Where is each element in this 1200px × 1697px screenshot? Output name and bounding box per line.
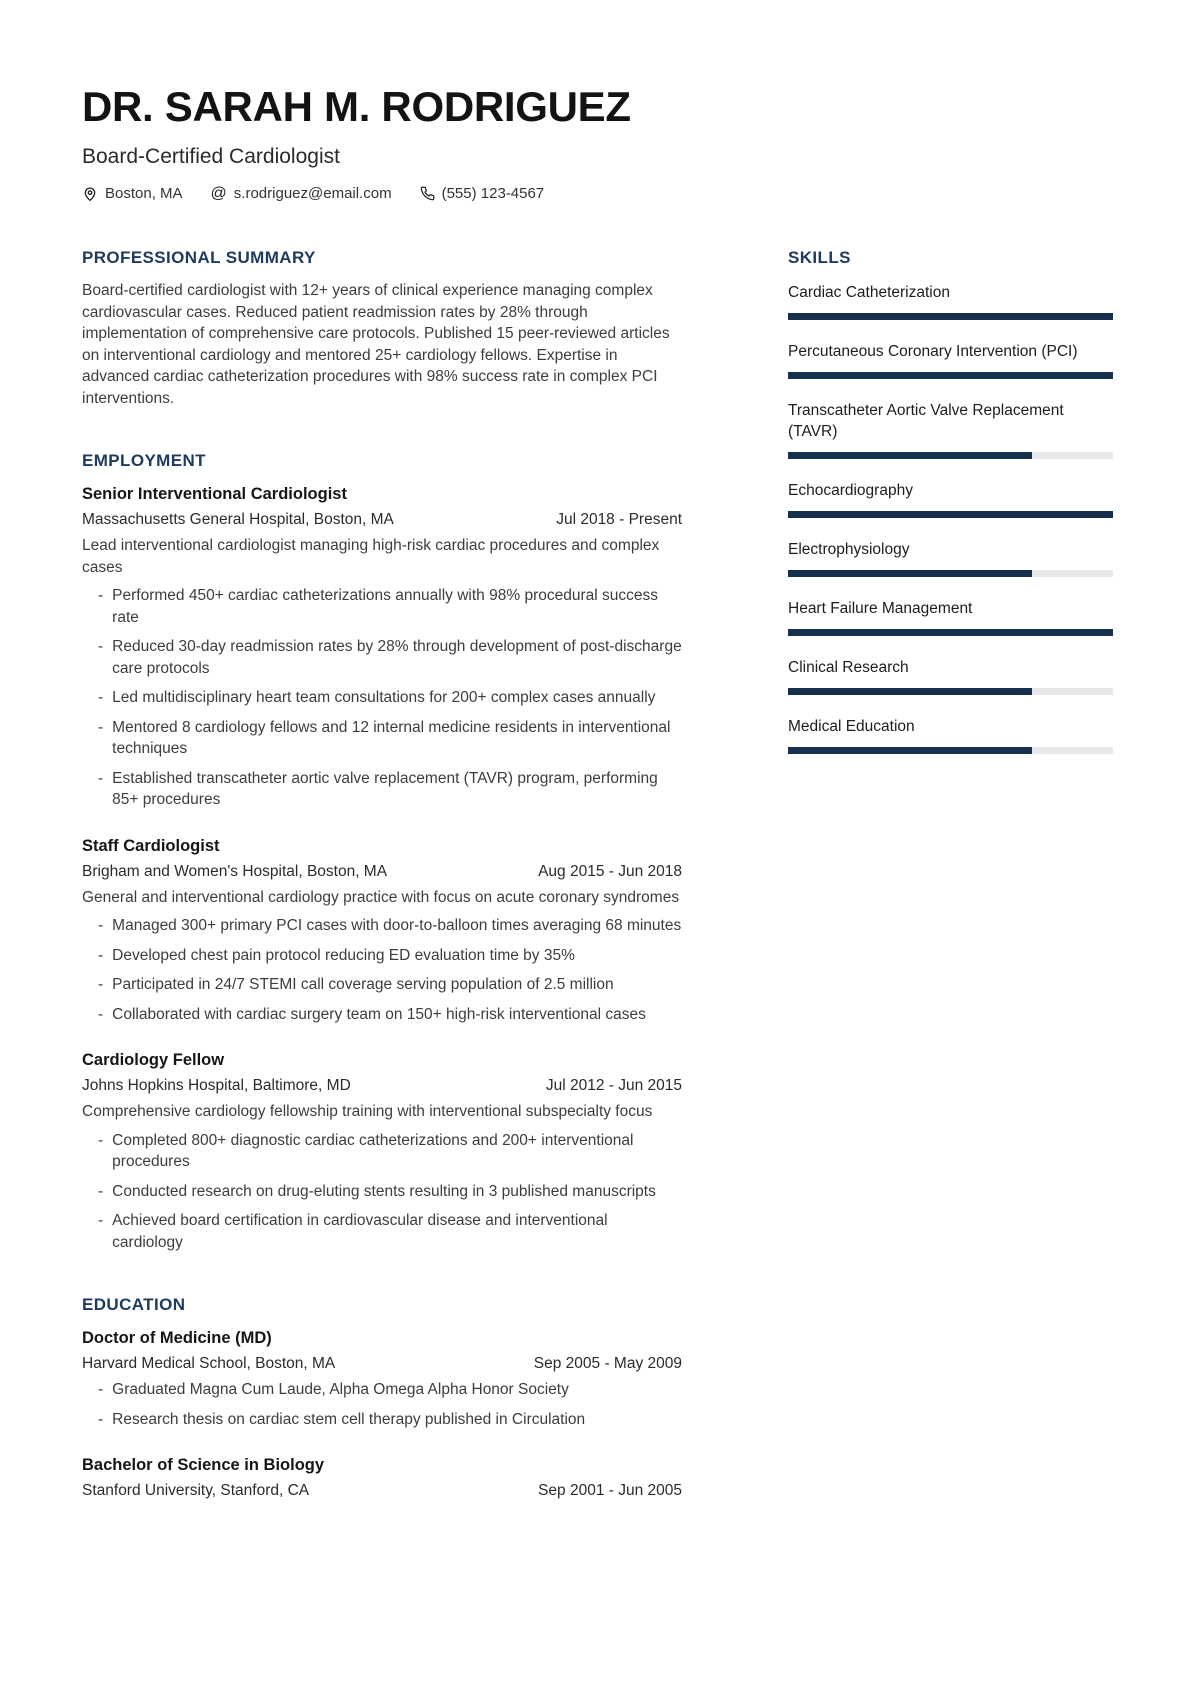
job-org-row xyxy=(82,1077,682,1095)
bullet-dash: - xyxy=(98,1005,104,1023)
bullet-text: Participated in 24/7 STEMI call coverage serving population of 2.5 million xyxy=(112,976,614,994)
bullet-text: Graduated Magna Cum Laude, Alpha Omega Alpha Honor Society xyxy=(112,1381,569,1399)
bullet-item xyxy=(98,945,682,967)
bullet-item xyxy=(98,1210,682,1253)
bullet-dash: - xyxy=(98,718,104,736)
contact-email-text: s.rodriguez@email.com xyxy=(233,185,392,203)
phone-icon xyxy=(420,186,435,201)
skills-section xyxy=(788,248,1113,754)
bullet-item xyxy=(98,1130,682,1173)
bullet-text: Developed chest pain protocol reducing ED evaluation time by 35% xyxy=(112,946,575,964)
degree-school: Harvard Medical School, Boston, MA xyxy=(82,1355,336,1373)
job-entry xyxy=(82,1051,682,1253)
skills-sidebar xyxy=(788,248,1113,1506)
bullet-dash: - xyxy=(98,917,104,935)
skill-item xyxy=(788,539,1113,577)
degree-org-row xyxy=(82,1482,682,1500)
bullet-item xyxy=(98,768,682,811)
skill-item xyxy=(788,716,1113,754)
skill-progress-fill xyxy=(788,313,1113,320)
skill-name: Heart Failure Management xyxy=(788,600,973,618)
skill-item xyxy=(788,480,1113,518)
skill-progress-track xyxy=(788,570,1113,577)
bullet-item xyxy=(98,974,682,996)
skill-name: Cardiac Catheterization xyxy=(788,284,950,302)
section-heading-employment: EMPLOYMENT xyxy=(82,451,206,471)
degree-dates: Sep 2001 - Jun 2005 xyxy=(538,1482,682,1500)
job-summary: Comprehensive cardiology fellowship training with interventional subspecialty focus xyxy=(82,1103,653,1121)
skill-name: Electrophysiology xyxy=(788,541,910,559)
section-heading-summary: PROFESSIONAL SUMMARY xyxy=(82,248,316,268)
bullet-text: Achieved board certification in cardiovascular disease and interventional cardiology xyxy=(112,1212,608,1251)
bullet-text: Collaborated with cardiac surgery team on 150+ high-risk interventional cases xyxy=(112,1005,646,1023)
degree-school: Stanford University, Stanford, CA xyxy=(82,1482,310,1500)
bullet-dash: - xyxy=(98,1131,104,1149)
job-title: Senior Interventional Cardiologist xyxy=(82,485,347,504)
bullet-item xyxy=(98,636,682,679)
contact-location xyxy=(82,185,183,202)
skill-progress-track xyxy=(788,372,1113,379)
skill-name: Transcatheter Aortic Valve Replacement (TAVR) xyxy=(788,402,1064,441)
bullet-dash: - xyxy=(98,976,104,994)
job-organization: Johns Hopkins Hospital, Baltimore, MD xyxy=(82,1077,351,1095)
employment-section xyxy=(82,451,682,1253)
contact-location-text: Boston, MA xyxy=(105,185,183,203)
bullet-item xyxy=(98,1409,682,1431)
email-at-icon: @ xyxy=(210,184,227,202)
skill-progress-fill xyxy=(788,688,1032,695)
job-bullets xyxy=(82,915,682,1025)
professional-summary-section xyxy=(82,248,682,409)
contact-row xyxy=(82,185,1113,202)
resume-header xyxy=(82,84,1113,202)
bullet-text: Conducted research on drug-eluting stents resulting in 3 published manuscripts xyxy=(112,1182,656,1200)
skill-item xyxy=(788,341,1113,379)
job-organization: Massachusetts General Hospital, Boston, MA xyxy=(82,511,394,529)
skill-name: Medical Education xyxy=(788,718,915,736)
skill-item xyxy=(788,282,1113,320)
contact-phone-text: (555) 123-4567 xyxy=(441,185,545,203)
bullet-item xyxy=(98,687,682,709)
skill-progress-fill xyxy=(788,747,1032,754)
skill-item xyxy=(788,657,1113,695)
bullet-item xyxy=(98,1379,682,1401)
contact-email xyxy=(211,185,392,202)
degree-dates: Sep 2005 - May 2009 xyxy=(533,1355,682,1373)
bullet-item xyxy=(98,915,682,937)
job-bullets xyxy=(82,585,682,811)
section-heading-skills: SKILLS xyxy=(788,248,851,268)
degree-entry xyxy=(82,1456,682,1500)
job-title: Cardiology Fellow xyxy=(82,1051,225,1070)
skill-name: Percutaneous Coronary Intervention (PCI) xyxy=(788,343,1078,361)
skill-progress-fill xyxy=(788,570,1032,577)
skill-progress-fill xyxy=(788,372,1113,379)
job-org-row xyxy=(82,863,682,881)
degree-entry xyxy=(82,1329,682,1430)
degree-title: Bachelor of Science in Biology xyxy=(82,1456,325,1475)
bullet-dash: - xyxy=(98,1182,104,1200)
person-name: DR. SARAH M. RODRIGUEZ xyxy=(82,83,631,130)
skill-progress-track xyxy=(788,747,1113,754)
location-pin-icon xyxy=(82,186,98,202)
bullet-dash: - xyxy=(98,689,104,707)
job-organization: Brigham and Women's Hospital, Boston, MA xyxy=(82,862,388,880)
skill-item xyxy=(788,400,1113,459)
bullet-item xyxy=(98,1004,682,1026)
degree-bullets xyxy=(82,1379,682,1430)
skill-progress-track xyxy=(788,313,1113,320)
bullet-item xyxy=(98,585,682,628)
section-heading-education: EDUCATION xyxy=(82,1295,186,1315)
content-columns xyxy=(82,248,1113,1506)
job-dates: Aug 2015 - Jun 2018 xyxy=(538,862,682,880)
job-summary: General and interventional cardiology practice with focus on acute coronary syndromes xyxy=(82,888,680,906)
skill-progress-fill xyxy=(788,452,1032,459)
bullet-item xyxy=(98,717,682,760)
skill-progress-track xyxy=(788,688,1113,695)
bullet-dash: - xyxy=(98,587,104,605)
bullet-text: Led multidisciplinary heart team consultations for 200+ complex cases annually xyxy=(112,689,656,707)
education-section xyxy=(82,1295,682,1500)
bullet-dash: - xyxy=(98,1381,104,1399)
job-dates: Jul 2012 - Jun 2015 xyxy=(545,1077,682,1095)
bullet-text: Reduced 30-day readmission rates by 28% through development of post-discharge care protocols xyxy=(112,638,682,677)
bullet-dash: - xyxy=(98,946,104,964)
job-org-row xyxy=(82,511,682,529)
bullet-text: Established transcatheter aortic valve replacement (TAVR) program, performing 85+ procedures xyxy=(112,769,658,809)
job-entry xyxy=(82,485,682,811)
job-summary: Lead interventional cardiologist managing high-risk cardiac procedures and complex cases xyxy=(82,537,660,576)
main-column xyxy=(82,248,682,1506)
skill-progress-track xyxy=(788,511,1113,518)
bullet-dash: - xyxy=(98,769,104,787)
bullet-text: Performed 450+ cardiac catheterizations annually with 98% procedural success rate xyxy=(112,587,658,626)
job-bullets xyxy=(82,1130,682,1254)
contact-phone xyxy=(420,185,545,202)
skill-progress-fill xyxy=(788,511,1113,518)
degree-title: Doctor of Medicine (MD) xyxy=(82,1329,272,1348)
bullet-text: Managed 300+ primary PCI cases with door-to-balloon times averaging 68 minutes xyxy=(112,917,682,935)
skill-item xyxy=(788,598,1113,636)
job-dates: Jul 2018 - Present xyxy=(556,511,682,529)
bullet-dash: - xyxy=(98,1212,104,1230)
job-title: Staff Cardiologist xyxy=(82,836,220,855)
skill-name: Echocardiography xyxy=(788,482,913,500)
skill-progress-track xyxy=(788,452,1113,459)
bullet-dash: - xyxy=(98,1410,104,1428)
bullet-text: Research thesis on cardiac stem cell therapy published in Circulation xyxy=(112,1410,586,1428)
skill-progress-fill xyxy=(788,629,1113,636)
bullet-text: Completed 800+ diagnostic cardiac catheterizations and 200+ interventional procedures xyxy=(112,1131,634,1171)
bullet-item xyxy=(98,1181,682,1203)
bullet-text: Mentored 8 cardiology fellows and 12 internal medicine residents in interventional techniques xyxy=(112,718,671,758)
job-entry xyxy=(82,837,682,1026)
degree-org-row xyxy=(82,1355,682,1373)
skill-progress-track xyxy=(788,629,1113,636)
summary-text: Board-certified cardiologist with 12+ years of clinical experience managing complex cardiovascular cases. Reduced patient readmission rates by 28% through implementation of comprehensive care protocols. Published 15 peer-reviewed articles on interventional cardiology and mentored 25+ cardiology fellows. Expertise in advanced cardiac catheterization procedures with 98% success rate in complex PCI interventions. xyxy=(82,282,670,407)
bullet-dash: - xyxy=(98,638,104,656)
person-title: Board-Certified Cardiologist xyxy=(82,145,340,169)
skill-name: Clinical Research xyxy=(788,659,909,677)
